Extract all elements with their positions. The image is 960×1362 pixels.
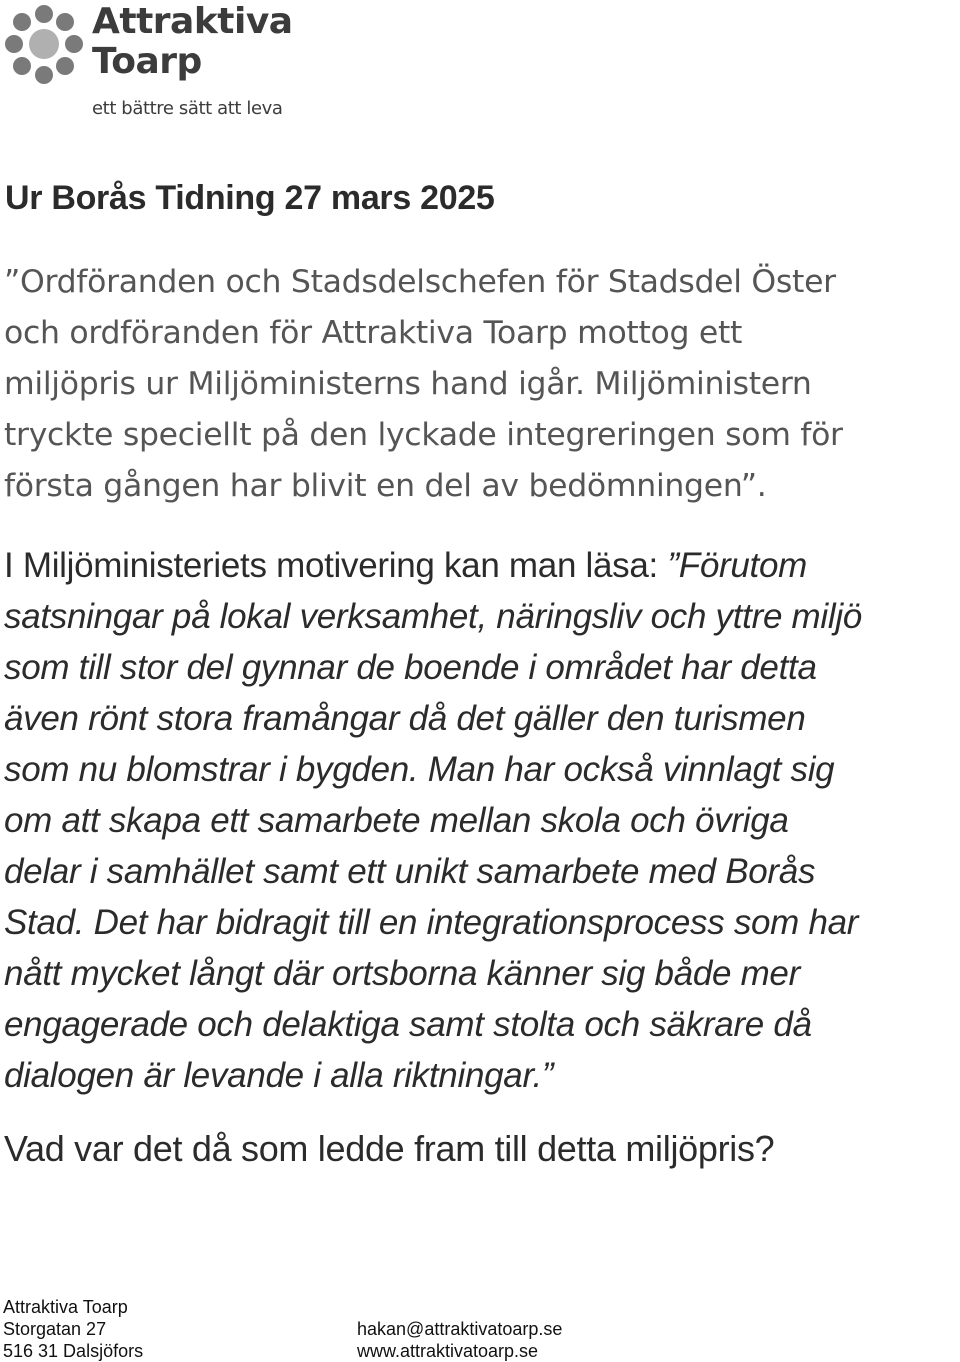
quote-line: och ordföranden för Attraktiva Toarp mottog ett bbox=[4, 315, 743, 351]
motivation-line bbox=[4, 1050, 960, 1101]
motivation-line bbox=[4, 948, 960, 999]
motivation-quote-text: även rönt stora framångar då det gäller den turismen bbox=[4, 699, 806, 738]
logo bbox=[2, 1, 293, 126]
logo-center-dot bbox=[29, 29, 59, 59]
logo-dot bbox=[13, 13, 31, 31]
footer-email[interactable]: hakan@attraktivatoarp.se bbox=[357, 1319, 563, 1339]
motivation-line bbox=[4, 540, 960, 591]
motivation-line bbox=[4, 897, 960, 948]
logo-tagline: ett bättre sätt att leva bbox=[92, 98, 283, 119]
motivation-paragraph bbox=[4, 540, 960, 1101]
motivation-quote-text: delar i samhället samt ett unikt samarbete med Borås bbox=[4, 852, 816, 891]
motivation-quote-text: Stad. Det har bidragit till en integrationsprocess som har bbox=[4, 903, 859, 942]
motivation-quote-text: engagerade och delaktiga samt stolta och säkrare då bbox=[4, 1005, 812, 1044]
logo-dots-icon bbox=[2, 2, 92, 92]
motivation-line bbox=[4, 642, 960, 693]
logo-dot bbox=[35, 66, 53, 84]
motivation-line bbox=[4, 744, 960, 795]
motivation-quote-text: om att skapa ett samarbete mellan skola och övriga bbox=[4, 801, 789, 840]
quote-line: miljöpris ur Miljöministerns hand igår. Miljöministern bbox=[4, 366, 812, 402]
logo-dot bbox=[5, 35, 23, 53]
motivation-quote-text: satsningar på lokal verksamhet, näringsliv och yttre miljö bbox=[4, 597, 862, 636]
motivation-quote-text: dialogen är levande i alla riktningar.” bbox=[4, 1056, 554, 1095]
motivation-quote-start: ”Förutom bbox=[667, 546, 807, 585]
logo-dot bbox=[56, 57, 74, 75]
headline: Ur Borås Tidning 27 mars 2025 bbox=[5, 179, 495, 217]
motivation-line bbox=[4, 795, 960, 846]
quote-line: första gången har blivit en del av bedömningen”. bbox=[4, 468, 767, 504]
motivation-line bbox=[4, 846, 960, 897]
footer-org: Attraktiva Toarp bbox=[3, 1297, 128, 1317]
quote-block bbox=[4, 257, 944, 512]
logo-dot bbox=[65, 35, 83, 53]
motivation-intro: I Miljöministeriets motivering kan man läsa: bbox=[4, 546, 668, 585]
logo-dot bbox=[56, 13, 74, 31]
logo-name bbox=[92, 2, 293, 82]
footer-address bbox=[3, 1296, 143, 1362]
logo-name-line2: Toarp bbox=[92, 41, 202, 82]
motivation-line bbox=[4, 999, 960, 1050]
footer-website[interactable]: www.attraktivatoarp.se bbox=[357, 1341, 539, 1361]
motivation-quote-text: som nu blomstrar i bygden. Man har också vinnlagt sig bbox=[4, 750, 835, 789]
motivation-line bbox=[4, 591, 960, 642]
motivation-quote-text: nått mycket långt där ortsborna känner sig både mer bbox=[4, 954, 800, 993]
question-heading: Vad var det då som ledde fram till detta miljöpris? bbox=[4, 1128, 775, 1169]
footer-postal: 516 31 Dalsjöfors bbox=[3, 1341, 144, 1361]
logo-name-line1: Attraktiva bbox=[92, 1, 293, 42]
motivation-quote-text: som till stor del gynnar de boende i området har detta bbox=[4, 648, 817, 687]
logo-dot bbox=[13, 57, 31, 75]
footer-street: Storgatan 27 bbox=[3, 1319, 107, 1339]
logo-dot bbox=[35, 5, 53, 23]
quote-line: tryckte speciellt på den lyckade integreringen som för bbox=[4, 417, 843, 453]
quote-line: ”Ordföranden och Stadsdelschefen för Stadsdel Öster bbox=[4, 264, 836, 300]
motivation-line bbox=[4, 693, 960, 744]
footer-contact bbox=[357, 1318, 562, 1362]
